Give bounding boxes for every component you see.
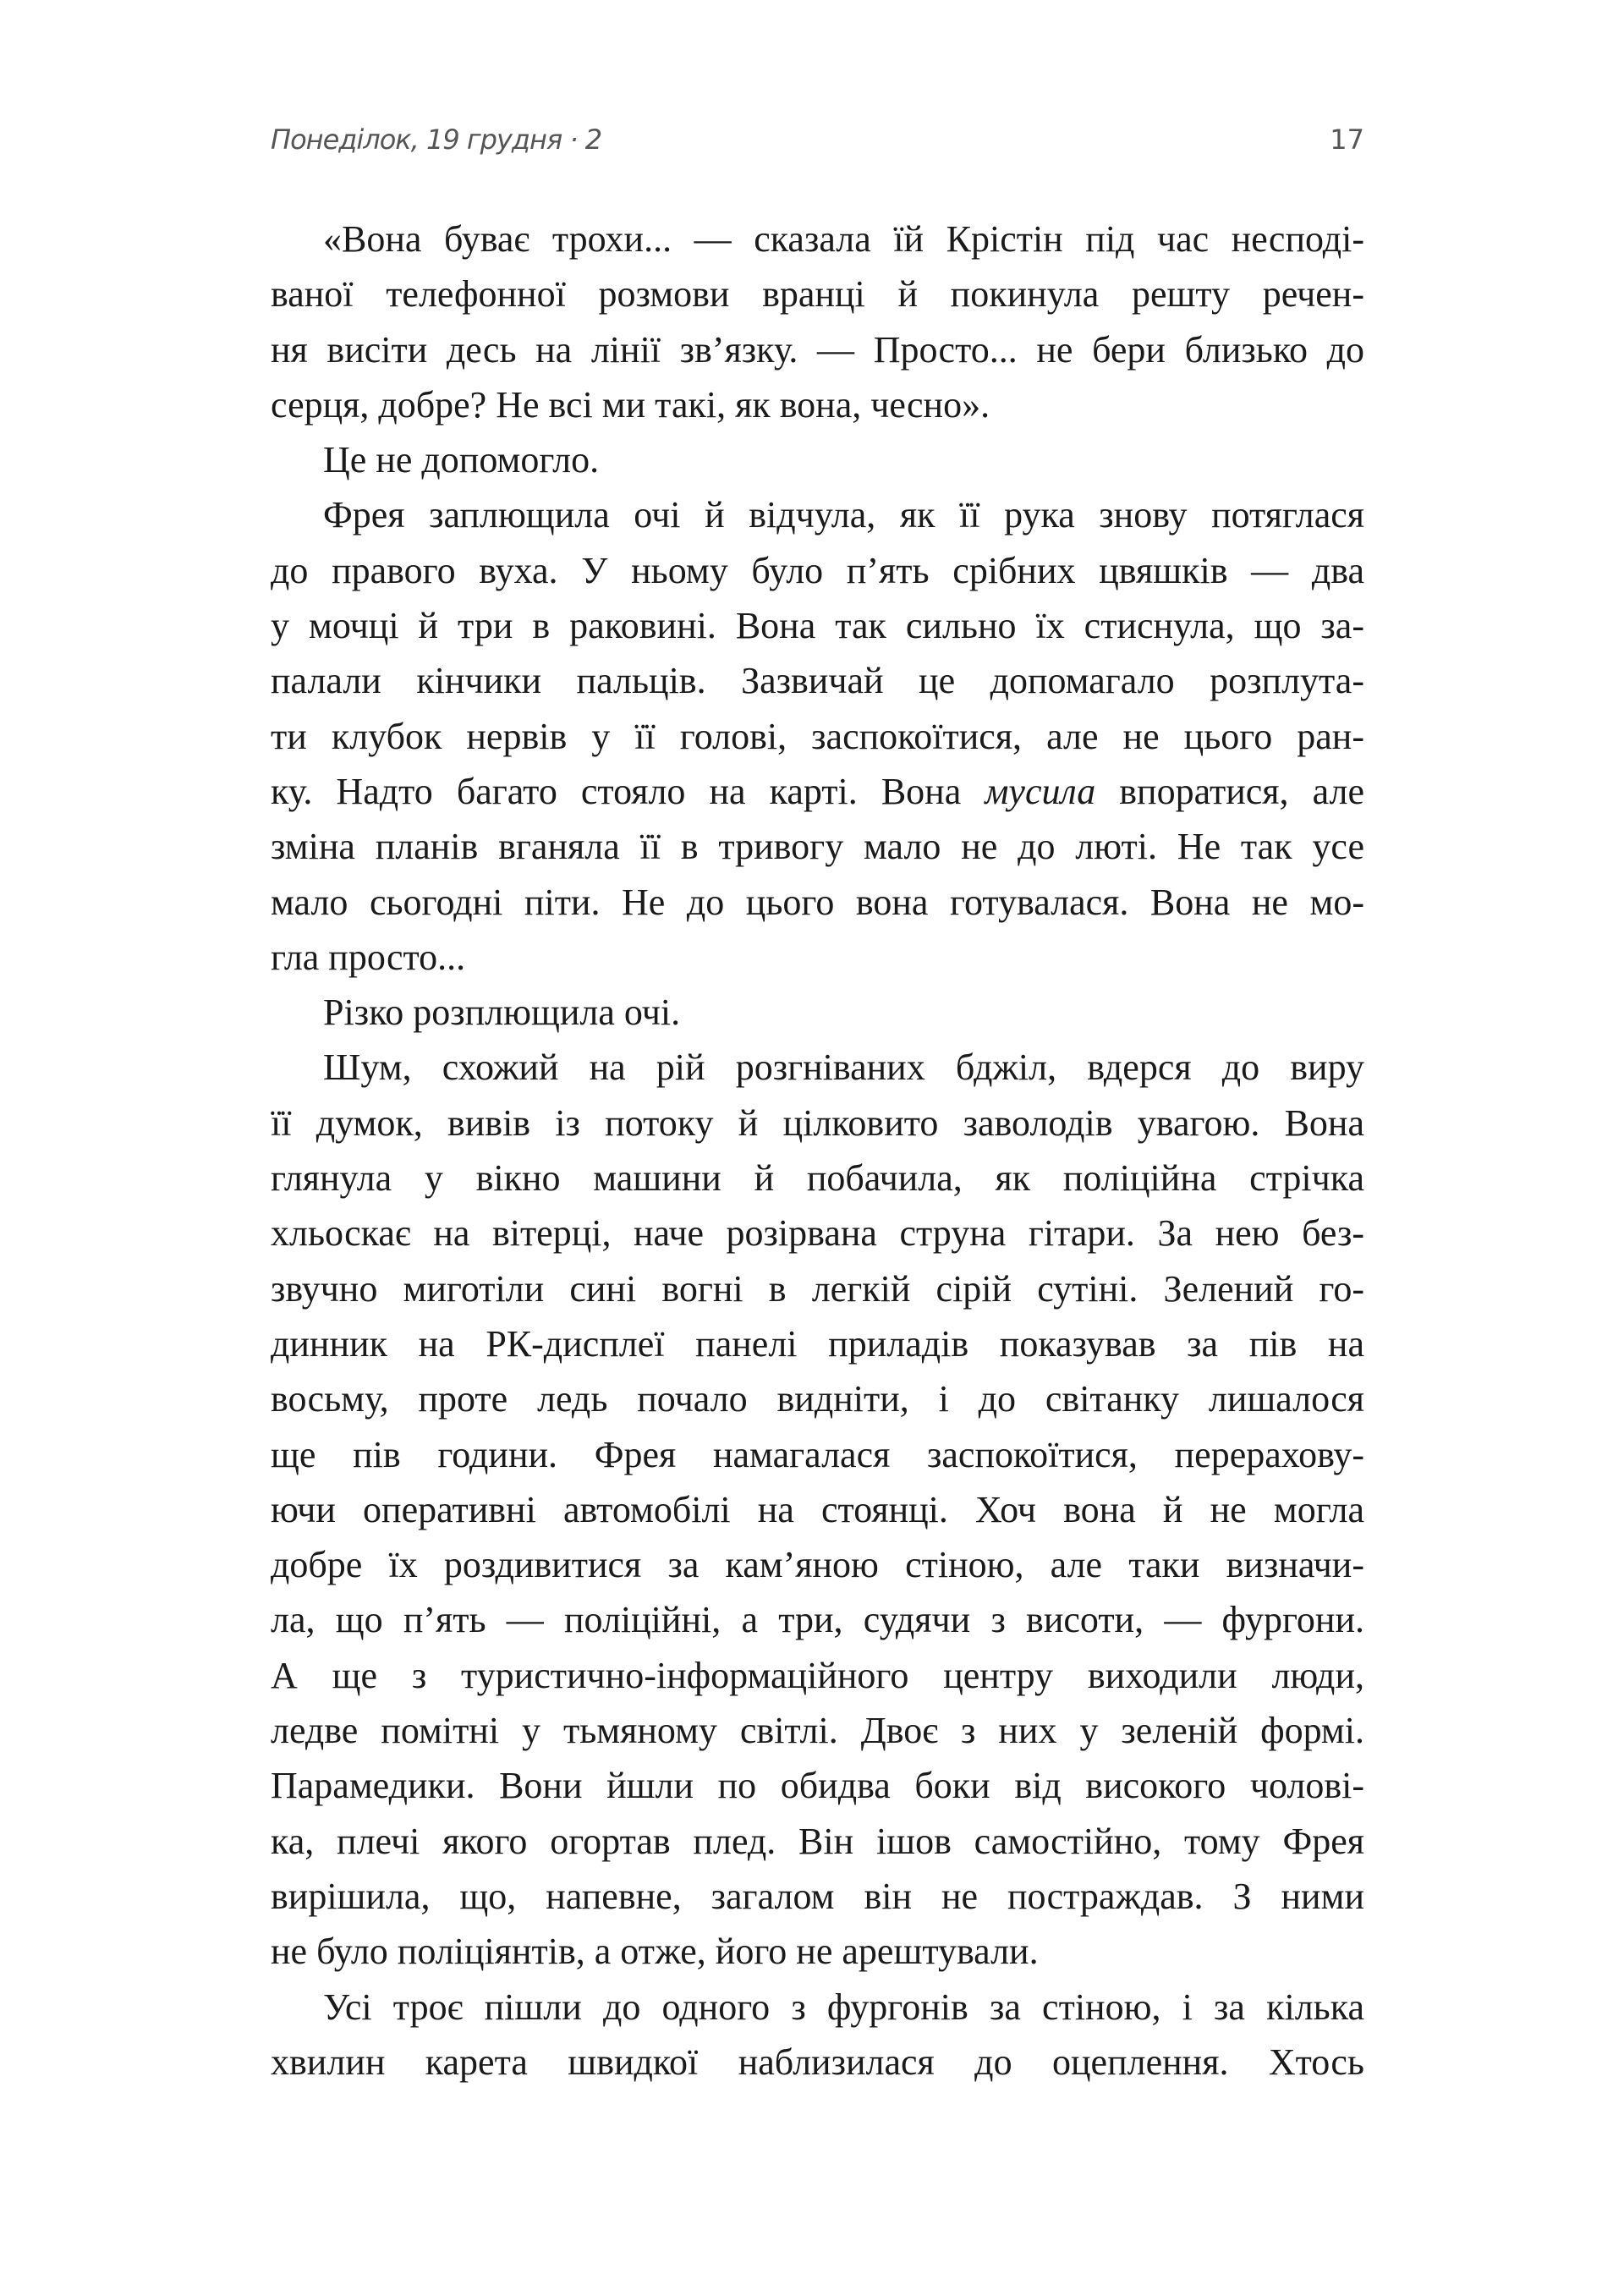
text-line	[271, 1869, 1364, 1924]
text-line-content: не було поліціянтів, а отже, його не арештували.	[271, 1931, 1039, 1973]
text-line	[271, 487, 1364, 542]
text-line	[271, 1648, 1364, 1703]
text-line-content: Усі троє пішли до одного з фургонів за стіною, і за кілька	[323, 1986, 1364, 2028]
text-line-content: Різко розплющила очі.	[323, 991, 681, 1034]
text-line-content: звучно миготіли сині вогні в легкій сірій сутіні. Зелений го-	[271, 1267, 1364, 1310]
text-line	[271, 598, 1364, 653]
text-line	[271, 211, 1364, 266]
text-line-content: ла, що п’ять — поліційні, а три, судячи з висоти, — фургони.	[271, 1599, 1364, 1641]
text-line-content: Парамедики. Вони йшли по обидва боки від високого чолові-	[271, 1765, 1364, 1807]
page-body-text	[271, 211, 1364, 2090]
text-line-content: хльоскає на вітерці, наче розірвана струна гітари. За нею без-	[271, 1212, 1364, 1255]
text-line-content: вирішила, що, напевне, загалом він не постраждав. З ними	[271, 1875, 1364, 1917]
text-line	[271, 1316, 1364, 1371]
text-line-content: ледве помітні у тьмяному світлі. Двоє з них у зеленій формі.	[271, 1710, 1364, 1752]
text-line-content: палали кінчики пальців. Зазвичай це допомагало розплута-	[271, 660, 1364, 702]
text-line	[271, 1758, 1364, 1813]
running-title: Понеділок, 19 грудня · 2	[271, 124, 602, 156]
text-line	[271, 709, 1364, 764]
text-line	[271, 1040, 1364, 1095]
text-line	[271, 1592, 1364, 1647]
text-line-content: восьму, проте ледь почало видніти, і до світанку лишалося	[271, 1378, 1364, 1420]
text-line-content: А ще з туристично-інформаційного центру виходили люди,	[271, 1654, 1364, 1696]
text-line	[271, 266, 1364, 321]
text-line	[271, 875, 1364, 930]
text-line	[271, 1814, 1364, 1869]
text-line-content: добре їх роздивитися за кам’яною стіною, але таки визначи-	[271, 1544, 1364, 1586]
text-line-content: Це не допомогло.	[323, 439, 600, 481]
text-line-content: глянула у вікно машини й побачила, як поліційна стрічка	[271, 1157, 1364, 1200]
text-line	[271, 543, 1364, 598]
text-line	[271, 1371, 1364, 1426]
text-line-content: ючи оперативні автомобілі на стоянці. Хоч вона й не могла	[271, 1488, 1364, 1530]
text-line	[271, 1482, 1364, 1537]
text-line	[271, 432, 1364, 487]
text-line-content: ти клубок нервів у її голові, заспокоїтися, але не цього ран-	[271, 715, 1364, 757]
text-line-content: серця, добре? Не всі ми такі, як вона, чесно».	[271, 383, 990, 426]
text-line	[271, 930, 1364, 985]
text-line-content: ще пів години. Фрея намагалася заспокоїтися, перерахову-	[271, 1433, 1364, 1475]
text-line	[271, 1096, 1364, 1151]
text-line-content: Фрея заплющила очі й відчула, як її рука знову потяглася	[323, 494, 1364, 536]
text-line-content: зміна планів вганяла її в тривогу мало не до люті. Не так усе	[271, 826, 1364, 868]
text-line-content: впоратися, але	[1095, 770, 1364, 812]
text-line	[271, 1261, 1364, 1316]
text-line	[271, 985, 1364, 1040]
text-line	[271, 653, 1364, 708]
text-line	[271, 1980, 1364, 2035]
text-line	[271, 819, 1364, 874]
running-header	[271, 118, 1364, 161]
text-line-content: хвилин карета швидкої наблизилася до оцеплення. Хтось	[271, 2041, 1364, 2083]
text-line	[271, 1151, 1364, 1206]
text-line-content: у мочці й три в раковині. Вона так сильно їх стиснула, що за-	[271, 605, 1364, 647]
text-line-content: ваної телефонної розмови вранці й покинула решту речен-	[271, 273, 1364, 316]
text-line-content: ка, плечі якого огортав плед. Він ішов самостійно, тому Фрея	[271, 1820, 1364, 1862]
text-line	[271, 764, 1364, 819]
text-line-content: її думок, вивів із потоку й цілковито заволодів увагою. Вона	[271, 1101, 1364, 1144]
text-line-content: ку. Надто багато стояло на карті. Вона	[271, 770, 985, 812]
text-line-content: мало сьогодні піти. Не до цього вона готувалася. Вона не мо-	[271, 881, 1364, 923]
text-line	[271, 2035, 1364, 2090]
text-line-content: ня висіти десь на лінії зв’язку. — Просто... не бери близько до	[271, 328, 1364, 371]
text-line	[271, 1537, 1364, 1592]
text-line-content: динник на РК-дисплеї панелі приладів показував за пів на	[271, 1322, 1364, 1365]
text-line-content: до правого вуха. У ньому було п’ять срібних цвяшків — два	[271, 549, 1364, 591]
text-line	[271, 1703, 1364, 1758]
text-line	[271, 322, 1364, 377]
page-number: 17	[1330, 124, 1364, 156]
text-line-content: «Вона буває трохи... — сказала їй Крістін під час несподі-	[323, 218, 1364, 260]
text-line-content: гла просто...	[271, 936, 466, 978]
text-line	[271, 377, 1364, 432]
emphasis-text: мусила	[985, 770, 1096, 812]
text-line	[271, 1206, 1364, 1261]
text-line	[271, 1924, 1364, 1979]
text-line	[271, 1427, 1364, 1482]
text-line-content: Шум, схожий на рій розгніваних бджіл, вдерся до виру	[323, 1046, 1364, 1089]
